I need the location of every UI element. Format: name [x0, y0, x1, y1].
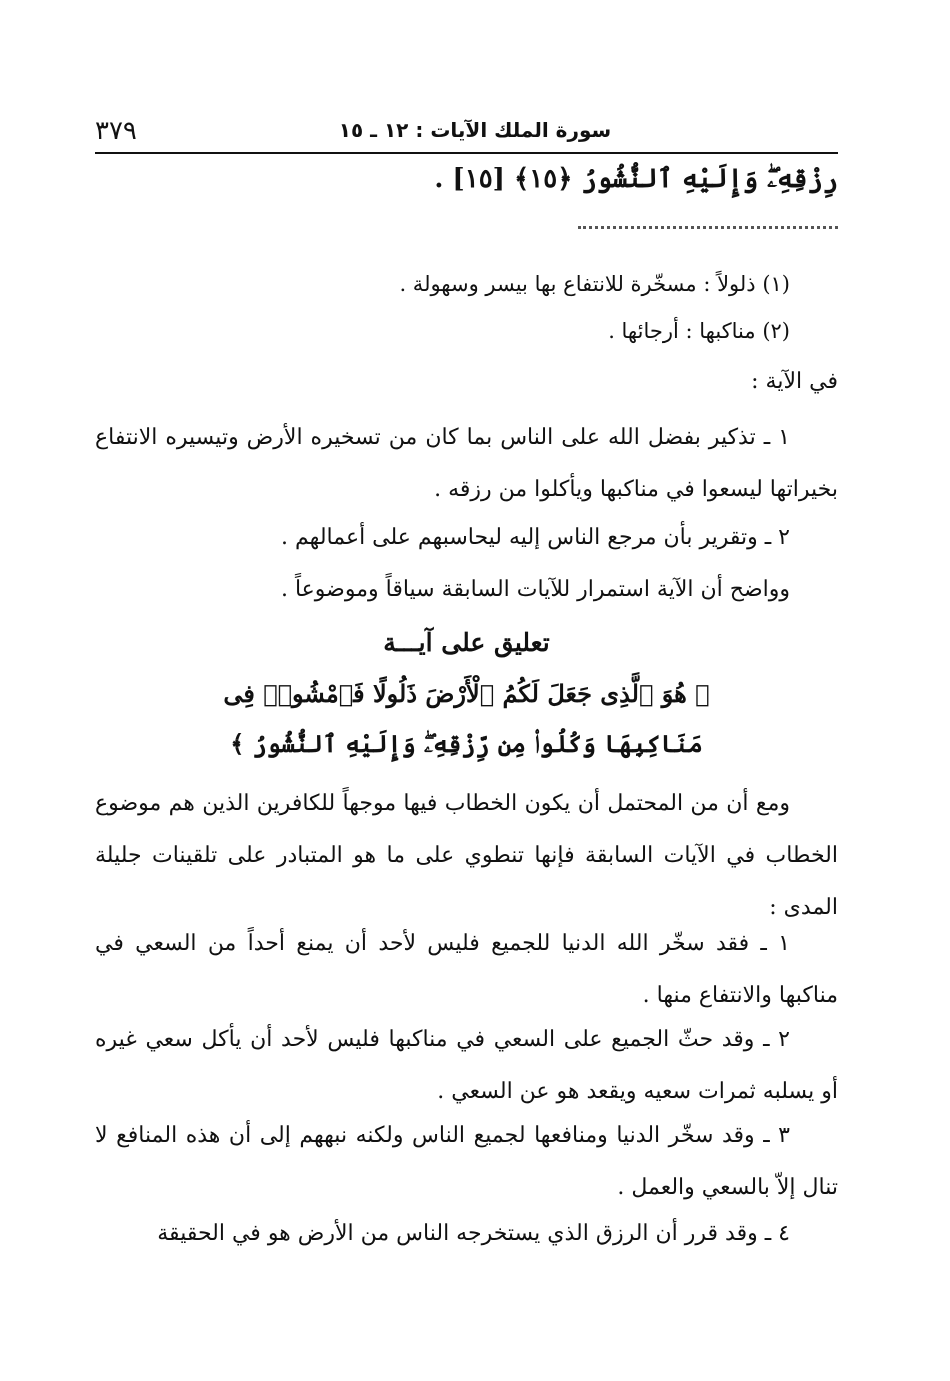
in-verse-heading: في الآية :: [751, 369, 838, 394]
footnote-separator: [578, 226, 838, 229]
commentary-intro: ومع أن من المحتمل أن يكون الخطاب فيها موجهاً للكافرين الذين هم موضوع الخطاب في الآيات السابقة فإنها تنطوي على ما هو المتبادر على تلقينات جليلة المدى :: [95, 791, 838, 920]
running-header: سورة الملك الآيات : ١٢ ـ ١٥: [338, 118, 612, 142]
verse-point-2: ٢ ـ وتقرير بأن مرجع الناس إليه ليحاسبهم على أعمالهم .: [281, 525, 790, 550]
page-number: ٣٧٩: [95, 116, 137, 146]
verse-point-1: ١ ـ تذكير بفضل الله على الناس بما كان من تسخيره الأرض وتيسيره الانتفاع بخيراتها ليسعوا في مناكبها ويأكلوا من رزقه .: [95, 425, 838, 502]
commentary-item-2: ٢ ـ وقد حثّ الجميع على السعي في مناكبها فليس لأحد أن يأكل سعي غيره أو يسلبه ثمرات سعيه ويقعد هو عن السعي .: [95, 1027, 838, 1104]
quran-line-1: ﴿ هُوَ ٱلَّذِى جَعَلَ لَكُمُ ٱلْأَرْضَ ذَلُولًا فَٱمْشُوا۟ فِى: [223, 679, 710, 708]
verse-continuation: رِزْقِهِۦۖ وَإِلَيْهِ ٱلنُّشُورُ ﴿١٥﴾ [١٥] .: [434, 164, 838, 194]
commentary-title: تعليق على آيـــة: [383, 628, 550, 657]
quran-line-2: مَنَاكِبِهَا وَكُلُوا۟ مِن رِّزْقِهِۦۖ وَإِلَيْهِ ٱلنُّشُورُ ﴾: [230, 729, 703, 758]
commentary-item-3: ٣ ـ وقد سخّر الدنيا ومنافعها لجميع الناس ولكنه نبههم إلى أن هذه المنافع لا تنال إلاّ بالسعي والعمل .: [95, 1123, 838, 1200]
commentary-item-1: ١ ـ فقد سخّر الله الدنيا للجميع فليس لأحد أن يمنع أحداً من السعي في مناكبها والانتفاع منها .: [95, 931, 838, 1008]
header-rule: [95, 152, 838, 154]
verse-summary: وواضح أن الآية استمرار للآيات السابقة سياقاً وموضوعاً .: [280, 577, 790, 602]
footnote-2: (٢) مناكبها : أرجائها .: [608, 319, 790, 343]
commentary-item-4: ٤ ـ وقد قرر أن الرزق الذي يستخرجه الناس من الأرض هو في الحقيقة: [157, 1221, 790, 1246]
footnote-1: (١) ذلولاً : مسخّرة للانتفاع بها بيسر وسهولة .: [399, 272, 790, 296]
